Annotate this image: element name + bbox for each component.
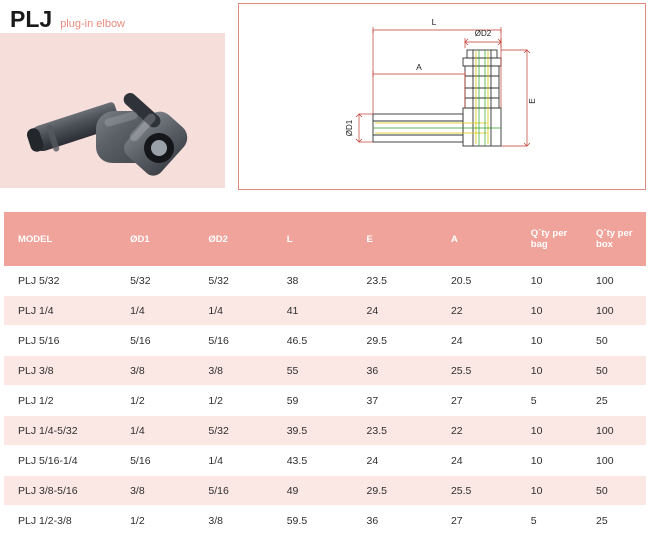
column-header-d1: ØD1 bbox=[116, 212, 194, 266]
cell-bag: 10 bbox=[517, 296, 582, 326]
cell-model: PLJ 1/4 bbox=[4, 296, 116, 326]
cell-a: 25.5 bbox=[437, 476, 517, 506]
cell-box: 25 bbox=[582, 386, 646, 416]
cell-box: 50 bbox=[582, 476, 646, 506]
product-photo bbox=[0, 33, 225, 188]
cell-d1: 5/16 bbox=[116, 326, 194, 356]
cell-model: PLJ 1/4-5/32 bbox=[4, 416, 116, 446]
cell-d1: 1/4 bbox=[116, 296, 194, 326]
cell-l: 59.5 bbox=[273, 506, 353, 536]
table-row bbox=[4, 326, 646, 356]
cell-l: 43.5 bbox=[273, 446, 353, 476]
column-header-qty-bag: Q´ty per bag bbox=[517, 212, 582, 266]
specification-table bbox=[4, 212, 646, 536]
table-row bbox=[4, 356, 646, 386]
cell-d2: 3/8 bbox=[194, 506, 272, 536]
page-title: PLJ bbox=[10, 6, 53, 32]
cell-e: 23.5 bbox=[353, 266, 437, 296]
cell-e: 24 bbox=[353, 446, 437, 476]
cell-d2: 5/16 bbox=[194, 476, 272, 506]
cell-d1: 5/32 bbox=[116, 266, 194, 296]
column-header-a: A bbox=[437, 212, 517, 266]
cell-bag: 5 bbox=[517, 506, 582, 536]
cell-a: 22 bbox=[437, 416, 517, 446]
cell-d2: 1/2 bbox=[194, 386, 272, 416]
column-header-d2: ØD2 bbox=[194, 212, 272, 266]
cell-e: 23.5 bbox=[353, 416, 437, 446]
cell-l: 41 bbox=[273, 296, 353, 326]
cell-box: 25 bbox=[582, 506, 646, 536]
cell-d2: 3/8 bbox=[194, 356, 272, 386]
technical-drawing-panel bbox=[238, 3, 646, 190]
cell-l: 49 bbox=[273, 476, 353, 506]
cell-d2: 1/4 bbox=[194, 296, 272, 326]
cell-model: PLJ 1/2 bbox=[4, 386, 116, 416]
cell-e: 29.5 bbox=[353, 476, 437, 506]
cell-model: PLJ 3/8-5/16 bbox=[4, 476, 116, 506]
cell-a: 27 bbox=[437, 386, 517, 416]
cell-e: 36 bbox=[353, 506, 437, 536]
cell-bag: 10 bbox=[517, 446, 582, 476]
cell-d2: 5/32 bbox=[194, 266, 272, 296]
cell-bag: 10 bbox=[517, 266, 582, 296]
dimension-label-e: E bbox=[527, 98, 537, 104]
cell-a: 22 bbox=[437, 296, 517, 326]
cell-e: 29.5 bbox=[353, 326, 437, 356]
cell-e: 24 bbox=[353, 296, 437, 326]
column-header-l: L bbox=[273, 212, 353, 266]
table-row bbox=[4, 506, 646, 536]
cell-box: 100 bbox=[582, 296, 646, 326]
cell-d2: 5/32 bbox=[194, 416, 272, 446]
cell-model: PLJ 5/32 bbox=[4, 266, 116, 296]
cell-bag: 10 bbox=[517, 356, 582, 386]
column-header-e: E bbox=[353, 212, 437, 266]
technical-drawing bbox=[239, 4, 645, 189]
table-row bbox=[4, 446, 646, 476]
cell-l: 55 bbox=[273, 356, 353, 386]
cell-a: 27 bbox=[437, 506, 517, 536]
cell-box: 100 bbox=[582, 446, 646, 476]
table-header-row bbox=[4, 212, 646, 266]
dimension-label-l: L bbox=[431, 17, 437, 27]
cell-d2: 1/4 bbox=[194, 446, 272, 476]
column-header-model: MODEL bbox=[4, 212, 116, 266]
fitting-port-bore bbox=[151, 140, 167, 156]
cell-bag: 10 bbox=[517, 326, 582, 356]
cell-bag: 5 bbox=[517, 386, 582, 416]
cell-box: 100 bbox=[582, 416, 646, 446]
cell-model: PLJ 5/16-1/4 bbox=[4, 446, 116, 476]
cell-box: 100 bbox=[582, 266, 646, 296]
table-row bbox=[4, 386, 646, 416]
cell-a: 24 bbox=[437, 446, 517, 476]
table-row bbox=[4, 266, 646, 296]
product-subtitle: plug-in elbow bbox=[60, 18, 126, 30]
cell-d1: 3/8 bbox=[116, 356, 194, 386]
cell-d2: 5/16 bbox=[194, 326, 272, 356]
cell-d1: 1/4 bbox=[116, 416, 194, 446]
cell-d1: 3/8 bbox=[116, 476, 194, 506]
table-row bbox=[4, 296, 646, 326]
dimension-label-d1: ØD1 bbox=[345, 119, 354, 137]
cell-d1: 1/2 bbox=[116, 386, 194, 416]
cell-a: 24 bbox=[437, 326, 517, 356]
cell-l: 46.5 bbox=[273, 326, 353, 356]
cell-a: 25.5 bbox=[437, 356, 517, 386]
column-header-qty-box: Q´ty per box bbox=[582, 212, 646, 266]
dimension-label-a: A bbox=[416, 62, 422, 72]
cell-model: PLJ 1/2-3/8 bbox=[4, 506, 116, 536]
table-row bbox=[4, 416, 646, 446]
cell-d1: 5/16 bbox=[116, 446, 194, 476]
table-body bbox=[4, 266, 646, 536]
cell-a: 20.5 bbox=[437, 266, 517, 296]
cell-l: 38 bbox=[273, 266, 353, 296]
dimension-label-d2: ØD2 bbox=[474, 29, 492, 38]
cell-box: 50 bbox=[582, 326, 646, 356]
product-header bbox=[10, 6, 125, 33]
cell-model: PLJ 3/8 bbox=[4, 356, 116, 386]
cell-bag: 10 bbox=[517, 476, 582, 506]
cell-e: 36 bbox=[353, 356, 437, 386]
table-row bbox=[4, 476, 646, 506]
cell-model: PLJ 5/16 bbox=[4, 326, 116, 356]
cell-d1: 1/2 bbox=[116, 506, 194, 536]
cell-box: 50 bbox=[582, 356, 646, 386]
cell-l: 59 bbox=[273, 386, 353, 416]
cell-l: 39.5 bbox=[273, 416, 353, 446]
cell-bag: 10 bbox=[517, 416, 582, 446]
cell-e: 37 bbox=[353, 386, 437, 416]
